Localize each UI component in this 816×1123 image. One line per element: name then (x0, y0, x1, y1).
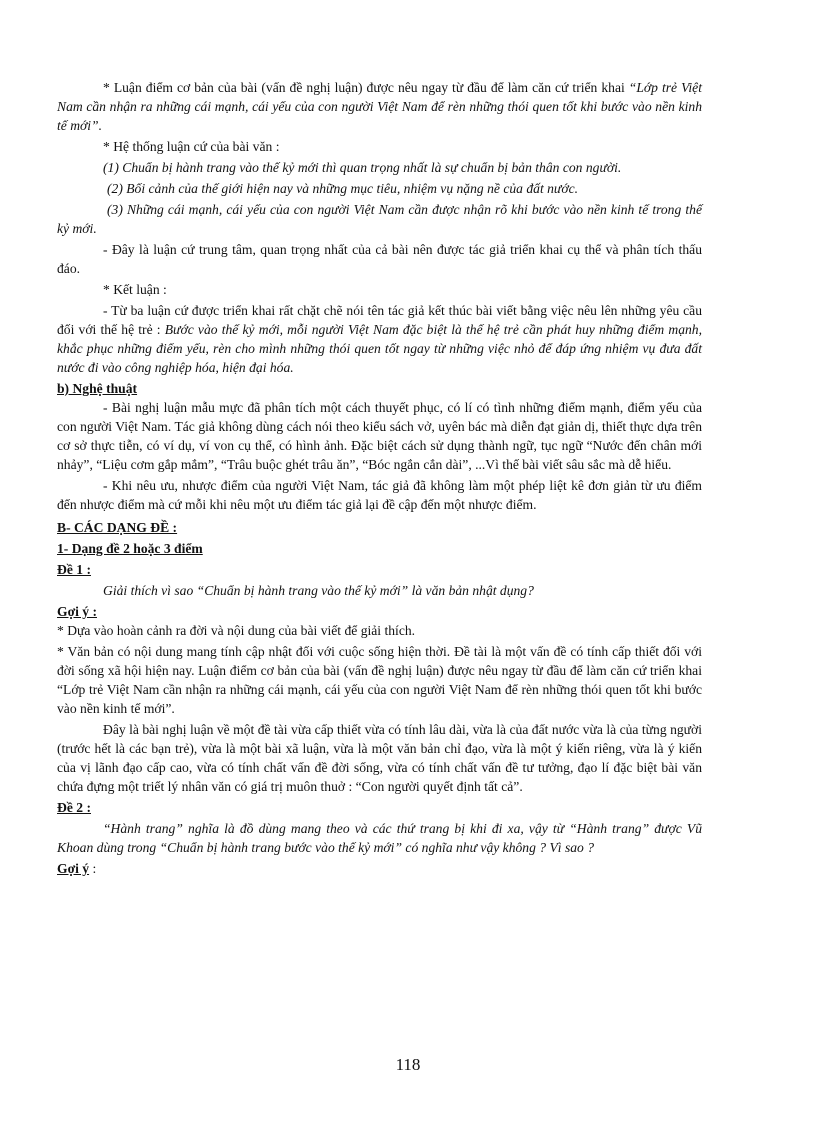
part-b-title: B- CÁC DẠNG ĐỀ : (57, 520, 178, 535)
question-type-title: 1- Dạng đề 2 hoặc 3 điểm (57, 541, 203, 556)
argument-2: (2) Bối cảnh của thế giới hiện nay và những mục tiêu, nhiệm vụ nặng nề của đất nước. (107, 181, 579, 196)
hint-2-colon: : (89, 861, 97, 876)
hint-1-paragraph-2: * Văn bản có nội dung mang tính cập nhật đối với cuộc sống hiện thời. Đề tài là một vấn đề có tính cấp thiết đối với đời sống xã hội hiện nay. Luận điểm cơ bản của bài (vấn đề nghị luận) được nêu ngay từ đầu để làm căn cứ triển khai “Lớp trẻ Việt Nam cần nhận ra những cái mạnh, cái yếu của con người Việt Nam để rèn những thói quen tốt khi bước vào nền kinh tế mới”. (57, 644, 702, 716)
hint-2-line (57, 859, 702, 878)
conclusion-paragraph (57, 301, 702, 377)
thesis-lead: * Luận điểm cơ bản của bài (vấn đề nghị luận) được nêu ngay từ đầu để làm căn cứ triển khai (103, 80, 629, 95)
thesis-paragraph (57, 78, 702, 135)
art-section-title: b) Nghệ thuật (57, 381, 138, 396)
page-number: 118 (395, 1055, 421, 1074)
question-1-label: Đề 1 : (57, 562, 91, 577)
page-content (57, 78, 702, 878)
question-2-text: “Hành trang” nghĩa là đồ dùng mang theo và các thứ trang bị khi đi xa, vậy từ “Hành trang” được Vũ Khoan dùng trong “Chuẩn bị hành trang bước vào thế kỷ mới” có nghĩa như vậy không ? Vì sao ? (57, 821, 702, 855)
hint-2-label: Gợi ý (57, 861, 90, 876)
thesis-quote: “Lớp trẻ Việt Nam cần nhận ra những cái mạnh, cái yếu của con người Việt Nam để rèn những thói quen tốt khi bước vào nền kinh tế mới”. (57, 80, 702, 133)
conclusion-italic: Bước vào thế kỷ mới, mỗi người Việt Nam đặc biệt là thế hệ trẻ cần phát huy những điểm mạnh, khắc phục những điểm yếu, rèn cho mình những thói quen tốt ngay từ những việc nhỏ để đáp ứng nhiệm vụ đưa đất nước đi vào công nghiệp hóa, hiện đại hóa. (57, 322, 702, 375)
hint-1-label: Gợi ý : (57, 604, 97, 619)
art-paragraph-1: - Bài nghị luận mẫu mực đã phân tích một cách thuyết phục, có lí có tình những điểm mạnh, điểm yếu của con người Việt Nam. Tác giả không dùng cách nói theo kiểu sách vở, uyên bác mà diễn đạt giản dị, thiết thực dựa trên cơ sở thực tiễn, có ví dụ, ví von cụ thể, có hình ảnh. Đặc biệt cách sử dụng thành ngữ, tục ngữ “Nước đến chân mới nhảy”, “Liệu cơm gắp mắm”, “Trâu buộc ghét trâu ăn”, “Bóc ngắn cắn dài”, ...Vì thế bài viết sâu sắc mà dễ hiểu. (57, 400, 702, 472)
hint-1-paragraph-3: Đây là bài nghị luận về một đề tài vừa cấp thiết vừa có tính lâu dài, vừa là của đất nước vừa là của từng người (trước hết là các bạn trẻ), vừa là một bài xã luận, vừa là một văn bản chỉ đạo, vừa là một ý kiến riêng, vừa là ý kiến của vị lãnh đạo cấp cao, vừa có tính chất vấn đề đời sống, vừa có tính chất vấn đề tư tưởng, đạo lí đặc biệt bài văn chứa đựng một triết lý nhân văn có giá trị muôn thuở : “Con người quyết định tất cả”. (57, 722, 702, 794)
question-1-text: Giải thích vì sao “Chuẩn bị hành trang vào thế kỷ mới” là văn bản nhật dụng? (103, 583, 534, 598)
hint-1-paragraph-1: * Dựa vào hoàn cảnh ra đời và nội dung của bài viết để giải thích. (57, 623, 416, 638)
question-2-label: Đề 2 : (57, 800, 91, 815)
argument-3: (3) Những cái mạnh, cái yếu của con người Việt Nam cần được nhận rõ khi bước vào nền kinh tế trong thế kỷ mới. (57, 202, 702, 236)
argument-1: (1) Chuẩn bị hành trang vào thế kỷ mới thì quan trọng nhất là sự chuẩn bị bản thân con người. (103, 160, 622, 175)
central-argument-note: - Đây là luận cứ trung tâm, quan trọng nhất của cả bài nên được tác giả triển khai cụ thể và phân tích thấu đáo. (57, 242, 702, 276)
conclusion-label: * Kết luận : (103, 282, 167, 297)
argument-system-label: * Hệ thống luận cứ của bài văn : (103, 139, 280, 154)
conclusion-lead: - Từ ba luận cứ được triển khai rất chặt chẽ nói tên tác giả kết thúc bài viết bằng việc nêu lên những yêu cầu đối với thế hệ trẻ : (57, 303, 702, 337)
art-paragraph-2: - Khi nêu ưu, nhược điểm của người Việt Nam, tác giả đã không làm một phép liệt kê đơn giản từ ưu điểm đến nhược điểm mà cứ mỗi khi nêu một ưu điểm tác giả lại đề cập đến một nhược điểm. (57, 478, 702, 512)
